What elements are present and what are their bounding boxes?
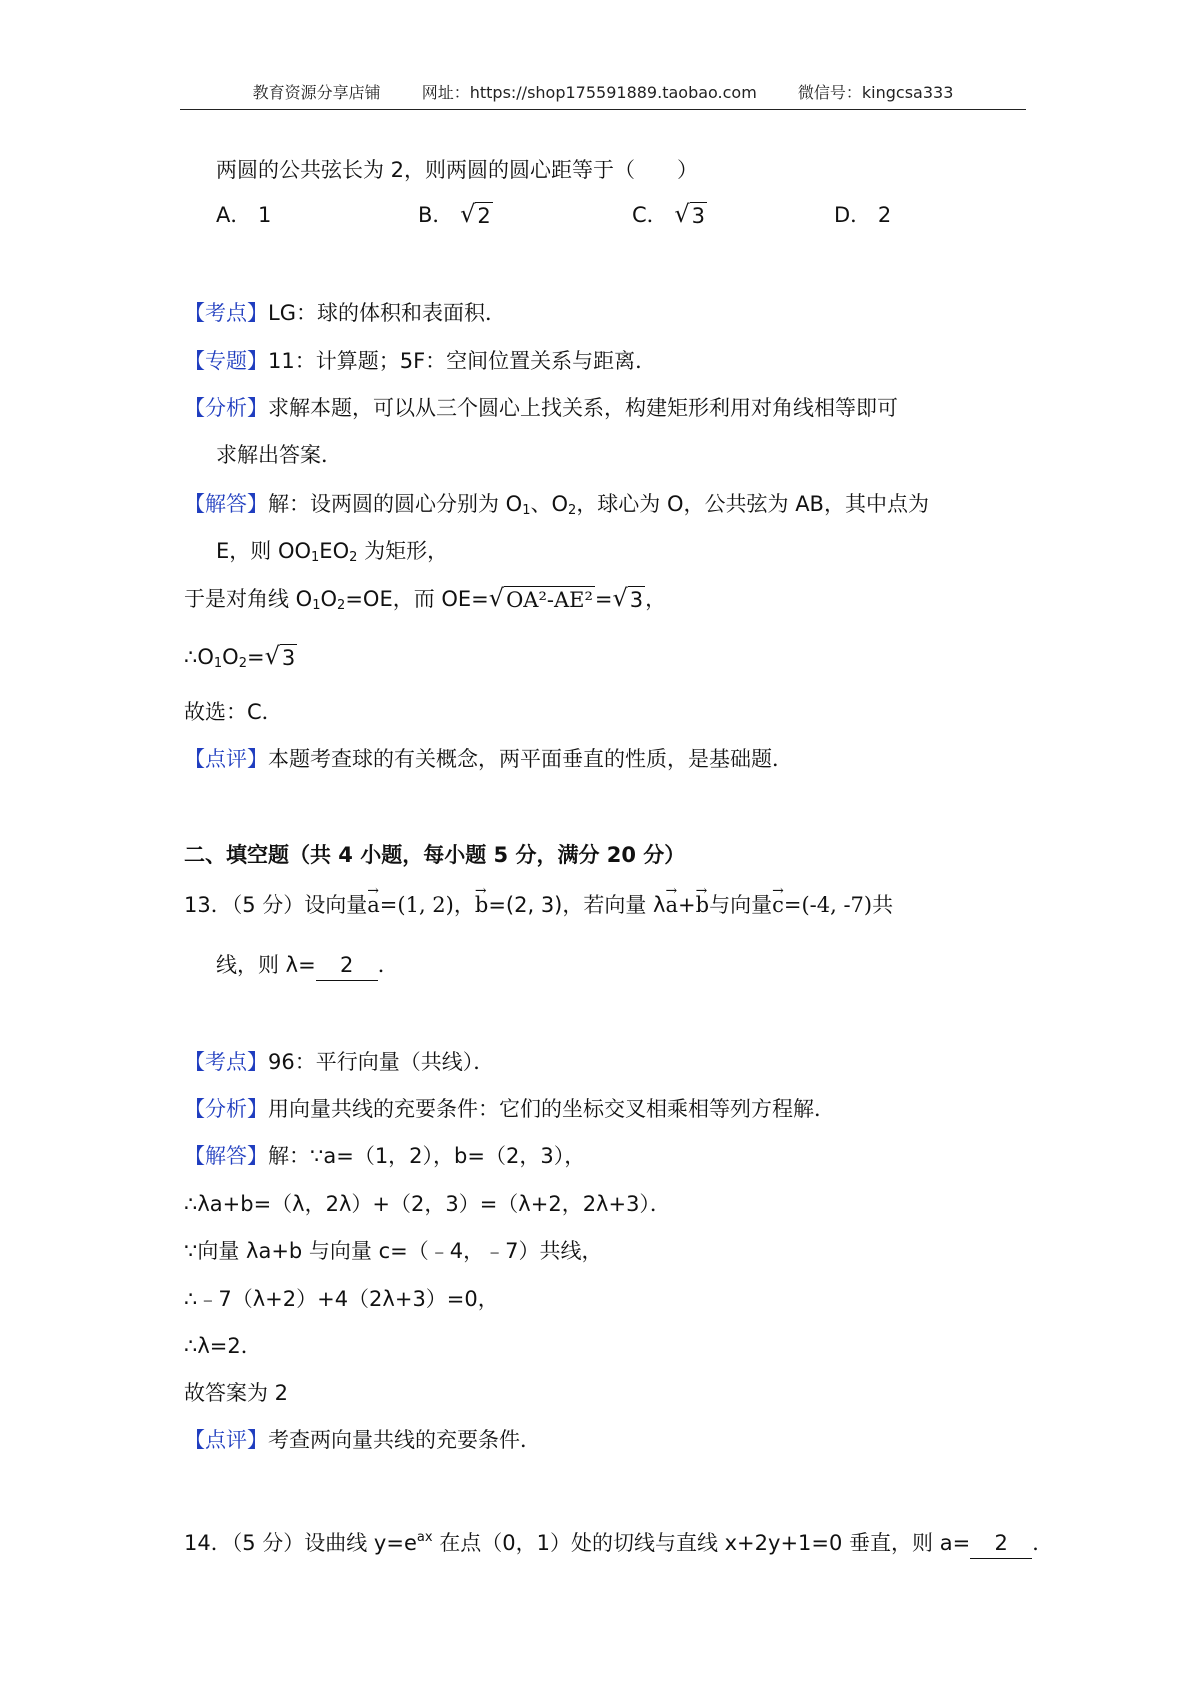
q13-jieda: 【解答】解：∵a=（1，2），b=（2，3）， xyxy=(184,1144,586,1168)
q13-step-1: ∴λa+b=（λ，2λ）+（2，3）=（λ+2，2λ+3）． xyxy=(184,1192,671,1216)
q12-option-b: B． √ 2 xyxy=(418,200,491,228)
q12-line4: $\therefore O_1O_2=$ √ 3 xyxy=(184,642,296,671)
q13-step-5: 故答案为 2 xyxy=(184,1381,289,1405)
q12-zhuanti: 【专题】11：计算题；5F：空间位置关系与距离． xyxy=(184,349,657,373)
q12-option-a: A． 1 xyxy=(216,203,272,227)
sqrt-symbol: √ 3 xyxy=(674,200,706,228)
page-header xyxy=(180,80,1026,110)
q12-jieda: 【解答】解：设两圆的圆心分别为 $O_1$、$O_2$，球心为 O，公共弦为 AB，其中点为 xyxy=(184,492,929,518)
q12-guxuan: 故选：C． xyxy=(184,700,283,724)
q13-answer-blank: 2 xyxy=(316,950,378,981)
header-url: 网址：https://shop175591889.taobao.com xyxy=(421,83,757,102)
sqrt-symbol: √ 2 xyxy=(460,200,491,228)
q13-kaodian: 【考点】96：平行向量（共线）． xyxy=(184,1050,495,1074)
q13-dianping: 【点评】考查两向量共线的充要条件． xyxy=(184,1428,541,1452)
q13-step-2: ∵向量 λa+b 与向量 c=（﹣4，﹣7）共线， xyxy=(184,1239,603,1263)
q13-step-4: ∴λ=2． xyxy=(184,1334,262,1358)
sqrt-symbol: √ 3 xyxy=(612,584,644,612)
q13-fenxi: 【分析】用向量共线的充要条件：它们的坐标交叉相乘相等列方程解． xyxy=(184,1097,835,1121)
q12-fenxi-cont: 求解出答案． xyxy=(216,443,342,467)
q13-stem: 13．（5 分）设向量→ a=(1, 2)，→ b=(2, 3)，若向量 λ→ a+→ b与向量→ c=(-4, -7)共 xyxy=(184,890,893,920)
header-wechat: 微信号：kingcsa333 xyxy=(797,83,954,102)
sqrt-symbol: √ OA²-AE² xyxy=(488,584,593,612)
q12-dianping: 【点评】本题考查球的有关概念，两平面垂直的性质，是基础题． xyxy=(184,747,793,771)
q12-option-d: D． 2 xyxy=(834,203,892,227)
header-shop: 教育资源分享店铺 xyxy=(252,83,381,102)
q13-step-3: ∴﹣7（λ+2）+4（2λ+3）=0， xyxy=(184,1287,499,1311)
q12-fenxi: 【分析】求解本题，可以从三个圆心上找关系，构建矩形利用对角线相等即可 xyxy=(184,396,898,420)
sqrt-symbol: √ 3 xyxy=(264,642,296,670)
q12-line3: 于是对角线 $O_1O_2=OE$，而 OE= √ OA²-AE² = √ 3 ， xyxy=(184,584,667,613)
q14-answer-blank: 2 xyxy=(970,1528,1032,1559)
q14-stem: 14．（5 分）设曲线 $y=e^{ax}$ 在点（0，1）处的切线与直线 x+2y+1=0 垂直，则 a= 2 ． xyxy=(184,1523,1053,1559)
q13-stem-cont: 线，则 λ= 2 ． xyxy=(216,950,399,981)
q12-jieda-cont: E，则 $OO_1EO_2$ 为矩形， xyxy=(216,539,449,565)
q12-option-c: C． √ 3 xyxy=(632,200,706,228)
section-title: 二、填空题（共 4 小题，每小题 5 分，满分 20 分） xyxy=(184,843,686,867)
q12-kaodian: 【考点】LG：球的体积和表面积． xyxy=(184,301,506,325)
q12-stem: 两圆的公共弦长为 2，则两圆的圆心距等于（ ） xyxy=(216,158,699,182)
